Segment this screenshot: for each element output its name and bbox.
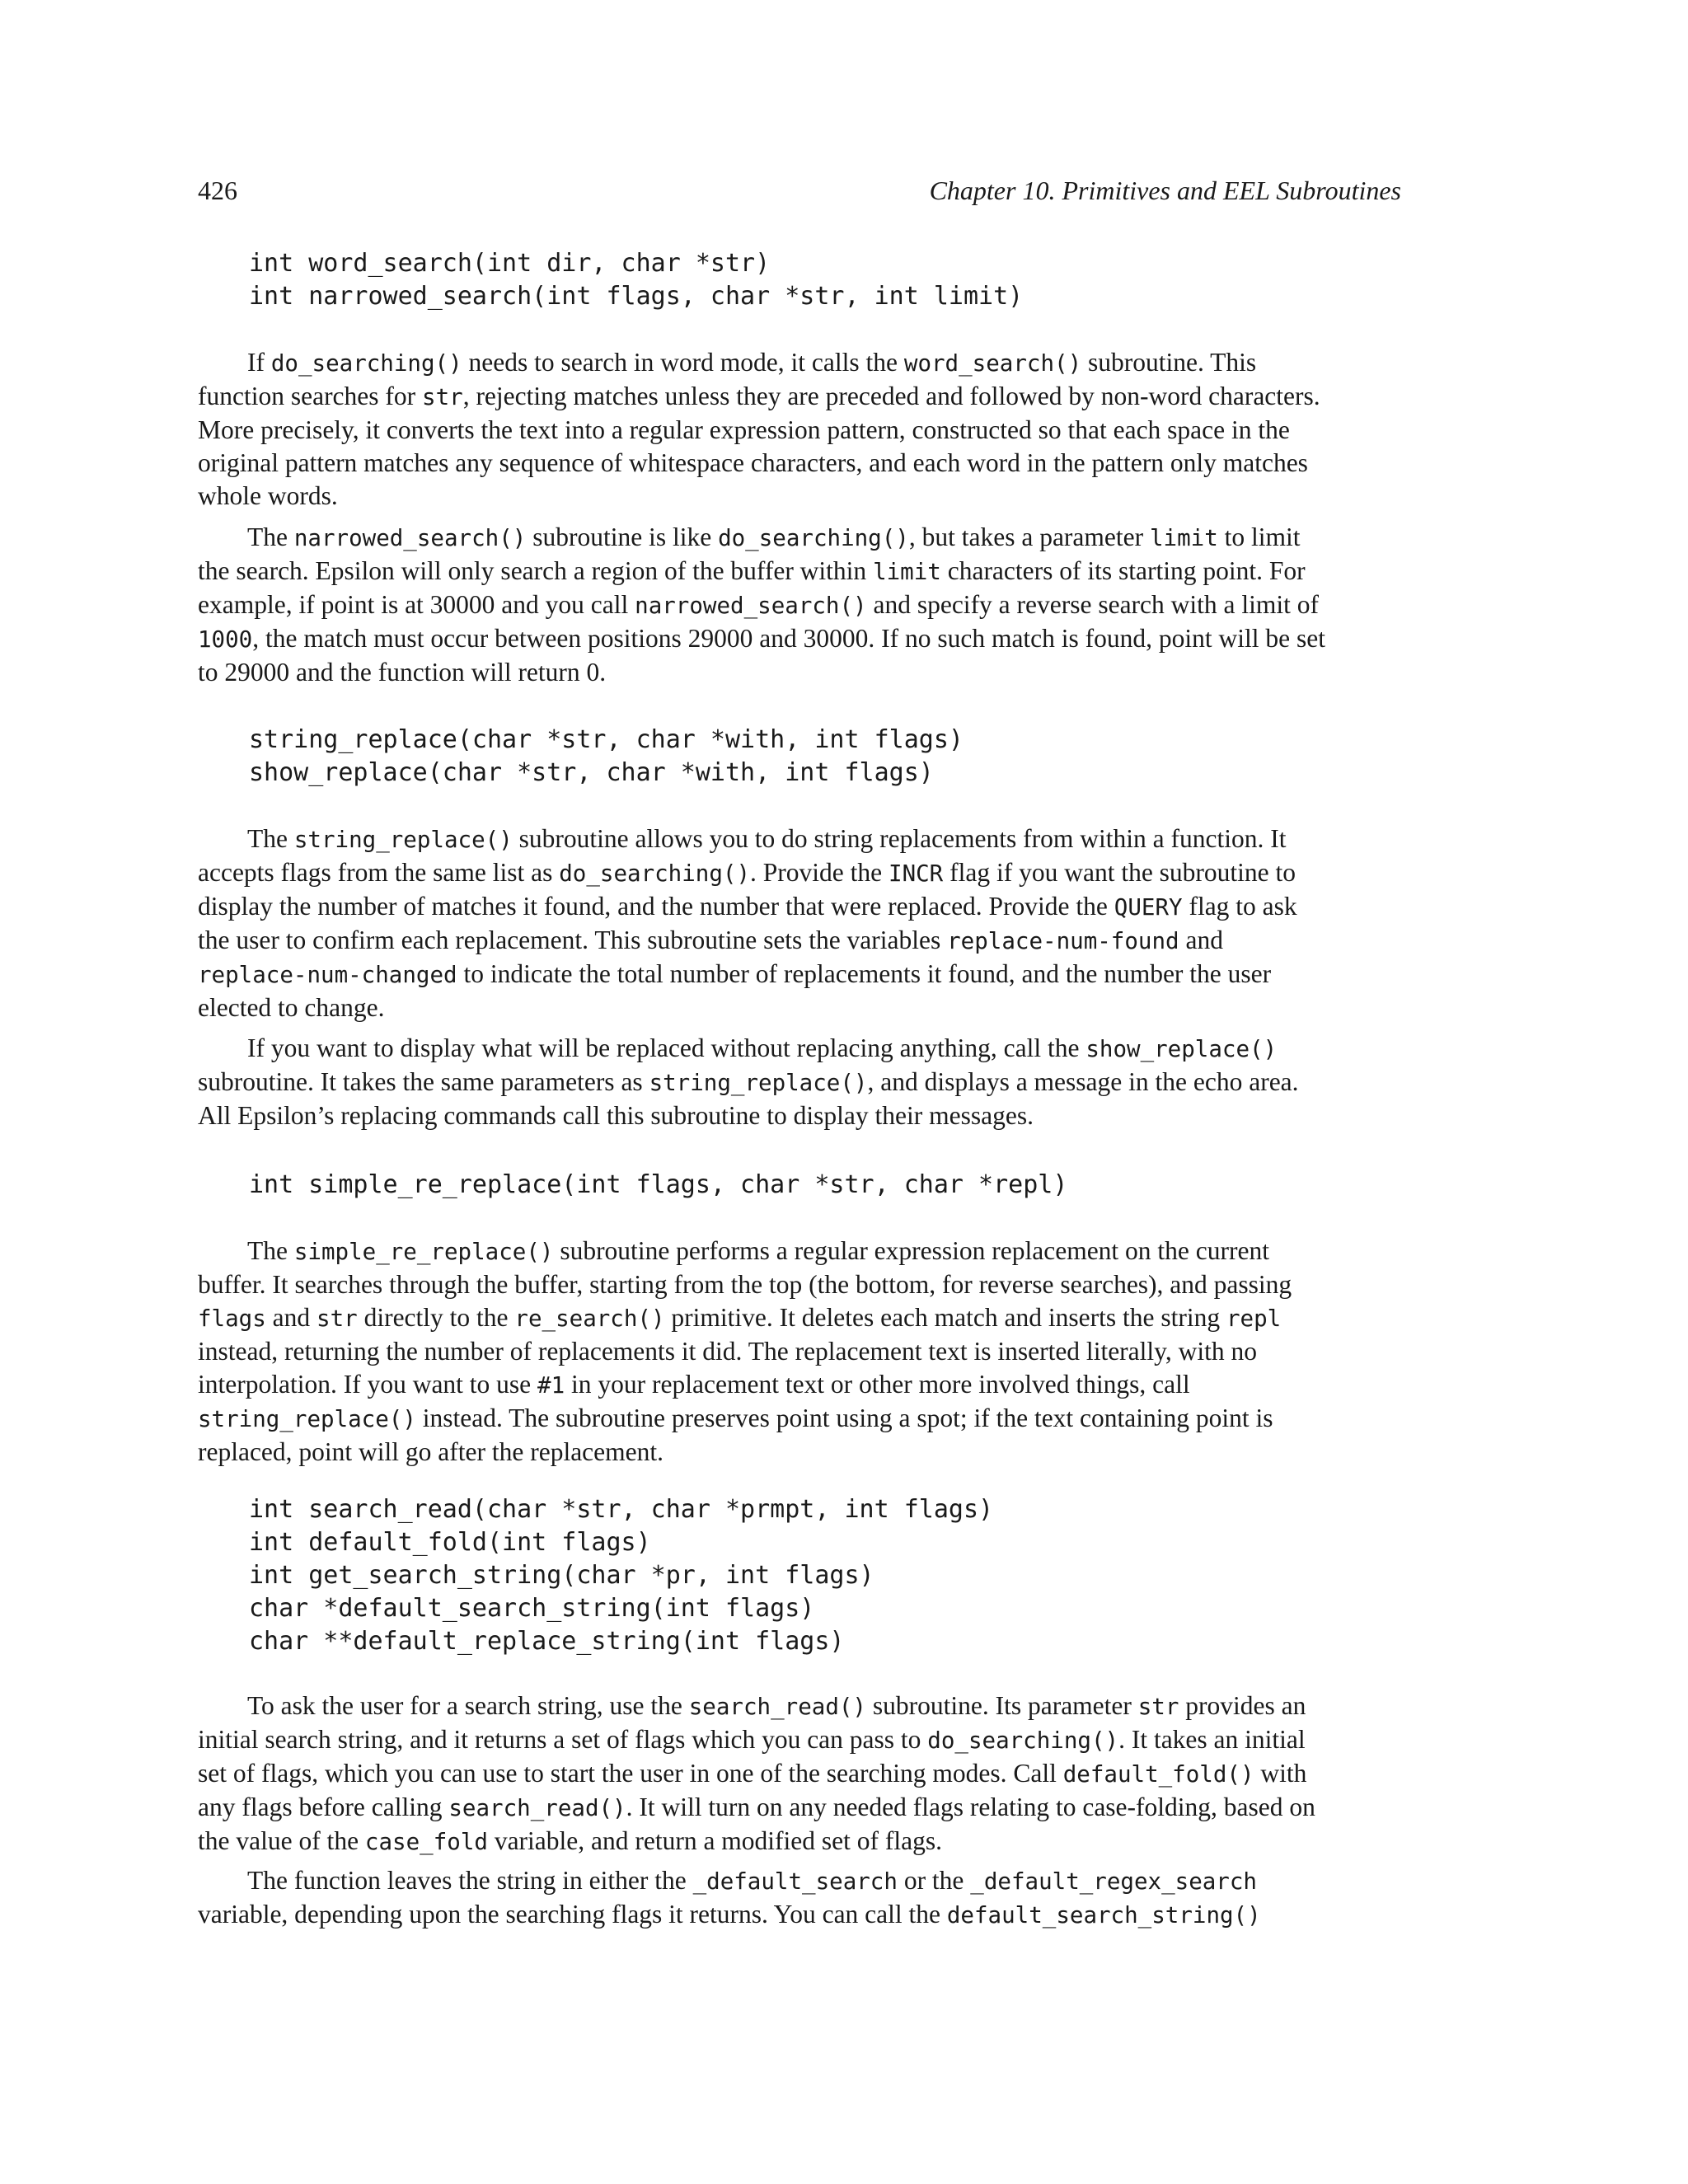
inline-code: _default_regex_search xyxy=(970,1868,1257,1895)
text-line xyxy=(198,1368,1401,1402)
inline-code: limit xyxy=(1149,525,1218,551)
page-number: 426 xyxy=(198,176,237,205)
text-line xyxy=(198,588,1401,622)
text-line xyxy=(198,1032,1401,1066)
text-run: instead. The subroutine preserves point using a spot; if the text containing point is xyxy=(415,1404,1273,1432)
inline-code: str xyxy=(316,1305,358,1332)
text-run: or the xyxy=(897,1866,971,1895)
text-run: If you want to display what will be replaced without replacing anything, call the xyxy=(247,1033,1086,1062)
text-run: characters of its starting point. For xyxy=(940,556,1306,585)
text-run: to indicate the total number of replacements it found, and the number the user xyxy=(457,959,1272,988)
inline-code: string_replace() xyxy=(649,1070,868,1096)
code-block-string-replace xyxy=(249,724,964,790)
inline-code: _default_search xyxy=(692,1868,898,1895)
text-line xyxy=(198,1825,1401,1858)
text-run: subroutine. Its parameter xyxy=(865,1691,1138,1720)
text-line xyxy=(198,555,1401,588)
inline-code: INCR xyxy=(889,860,944,887)
page-header xyxy=(198,171,1401,209)
text-line xyxy=(198,380,1401,414)
text-line xyxy=(198,480,1401,513)
inline-code: string_replace() xyxy=(198,1406,416,1432)
inline-code: default_search_string() xyxy=(946,1902,1261,1929)
code-line: int word_search(int dir, char *str) xyxy=(249,249,771,278)
paragraph-string-replace xyxy=(198,823,1401,1024)
text-run: to limit xyxy=(1217,523,1301,551)
text-run: All Epsilon’s replacing commands call this subroutine to display their messages. xyxy=(198,1101,1034,1130)
text-line xyxy=(198,521,1401,555)
inline-code: str xyxy=(422,384,463,410)
text-run: any flags before calling xyxy=(198,1793,449,1821)
text-run: The xyxy=(247,523,294,551)
text-run: example, if point is at 30000 and you call xyxy=(198,590,635,619)
inline-code: do_searching() xyxy=(559,860,751,887)
code-line: int search_read(char *str, char *prmpt, int flags) xyxy=(249,1495,994,1524)
text-run: More precisely, it converts the text into a regular expression pattern, constructed so that each space in the xyxy=(198,415,1290,444)
text-run: with xyxy=(1254,1759,1307,1788)
text-run: accepts flags from the same list as xyxy=(198,858,560,887)
inline-code: re_search() xyxy=(514,1305,665,1332)
text-run: to 29000 and the function will return 0. xyxy=(198,658,607,687)
text-run: needs to search in word mode, it calls the xyxy=(462,348,904,377)
inline-code: do_searching() xyxy=(718,525,909,551)
inline-code: str xyxy=(1137,1694,1179,1720)
inline-code: #1 xyxy=(537,1372,565,1399)
text-line xyxy=(198,622,1401,656)
inline-code: simple_re_replace() xyxy=(293,1239,554,1265)
text-line xyxy=(198,924,1401,958)
text-run: display the number of matches it found, and the number that were replaced. Provide the xyxy=(198,892,1114,921)
code-block-search-read xyxy=(249,1493,993,1658)
paragraph-show-replace xyxy=(198,1032,1401,1132)
text-line xyxy=(198,1301,1401,1335)
text-line xyxy=(198,1791,1401,1825)
inline-code: search_read() xyxy=(688,1694,866,1720)
paragraph-word-search xyxy=(198,346,1401,513)
inline-code: do_searching() xyxy=(927,1727,1119,1754)
code-line: string_replace(char *str, char *with, int flags) xyxy=(249,725,964,754)
text-run: If xyxy=(247,348,271,377)
text-run: provides an xyxy=(1179,1691,1306,1720)
text-run: variable, depending upon the searching flags it returns. You can call the xyxy=(198,1900,947,1929)
text-run: replaced, point will go after the replacement. xyxy=(198,1437,664,1466)
text-run: . It will turn on any needed flags relating to case-folding, based on xyxy=(626,1793,1315,1821)
paragraph-narrowed-search xyxy=(198,521,1401,689)
text-line xyxy=(198,890,1401,924)
text-run: set of flags, which you can use to start the user in one of the searching modes. Call xyxy=(198,1759,1063,1788)
text-line xyxy=(198,1864,1401,1898)
running-title: Chapter 10. Primitives and EEL Subroutines xyxy=(929,176,1401,205)
text-run: the search. Epsilon will only search a region of the buffer within xyxy=(198,556,874,585)
text-line xyxy=(198,1757,1401,1791)
text-run: , but takes a parameter xyxy=(908,523,1150,551)
text-line xyxy=(198,1066,1401,1099)
inline-code: case_fold xyxy=(364,1829,488,1855)
inline-code: QUERY xyxy=(1114,894,1183,921)
text-run: subroutine. It takes the same parameters as xyxy=(198,1067,649,1096)
text-run: instead, returning the number of replacements it did. The replacement text is inserted literally, with no xyxy=(198,1337,1257,1366)
text-run: whole words. xyxy=(198,481,338,510)
inline-code: do_searching() xyxy=(270,350,462,377)
inline-code: default_fold() xyxy=(1062,1761,1254,1788)
text-run: flag to ask xyxy=(1182,892,1297,921)
text-run: . It takes an initial xyxy=(1118,1725,1306,1754)
text-run: the value of the xyxy=(198,1826,365,1855)
text-run: and xyxy=(265,1303,317,1332)
text-run: , and displays a message in the echo area. xyxy=(867,1067,1299,1096)
text-run: original pattern matches any sequence of whitespace characters, and each word in the pattern only matches xyxy=(198,448,1308,477)
text-line xyxy=(198,1235,1401,1268)
text-run: subroutine performs a regular expression replacement on the current xyxy=(553,1236,1269,1265)
text-run: buffer. It searches through the buffer, starting from the top (the bottom, for reverse searches), and passing xyxy=(198,1270,1292,1299)
paragraph-simple-re-replace xyxy=(198,1235,1401,1469)
code-block-simple-re-replace xyxy=(249,1169,1067,1202)
text-line xyxy=(198,1898,1401,1932)
text-line xyxy=(198,1690,1401,1723)
code-line: show_replace(char *str, char *with, int flags) xyxy=(249,758,934,787)
text-run: initial search string, and it returns a set of flags which you can pass to xyxy=(198,1725,928,1754)
text-line xyxy=(198,447,1401,480)
inline-code: repl xyxy=(1226,1305,1282,1332)
code-block-word-search xyxy=(249,247,1023,313)
inline-code: show_replace() xyxy=(1085,1036,1278,1062)
text-line xyxy=(198,346,1401,380)
inline-code: word_search() xyxy=(903,350,1082,377)
code-line: char *default_search_string(int flags) xyxy=(249,1594,815,1623)
inline-code: limit xyxy=(873,559,941,585)
text-line xyxy=(198,823,1401,856)
text-run: primitive. It deletes each match and inserts the string xyxy=(664,1303,1226,1332)
text-line xyxy=(198,991,1401,1024)
text-run: and xyxy=(1179,926,1223,954)
text-run: flag if you want the subroutine to xyxy=(943,858,1296,887)
text-line xyxy=(198,1099,1401,1132)
inline-code: replace-num-changed xyxy=(198,962,457,988)
paragraph-default-search xyxy=(198,1864,1401,1932)
text-run: function searches for xyxy=(198,382,423,410)
text-run: subroutine. This xyxy=(1081,348,1257,377)
text-line xyxy=(198,1402,1401,1436)
code-line: int narrowed_search(int flags, char *str, int limit) xyxy=(249,282,1024,311)
text-run: variable, and return a modified set of flags. xyxy=(487,1826,942,1855)
text-run: The xyxy=(247,1236,294,1265)
inline-code: search_read() xyxy=(448,1795,626,1821)
inline-code: 1000 xyxy=(198,626,253,653)
text-run: The xyxy=(247,824,294,853)
inline-code: replace-num-found xyxy=(947,928,1179,954)
text-run: directly to the xyxy=(357,1303,515,1332)
text-run: elected to change. xyxy=(198,993,385,1022)
text-run: in your replacement text or other more involved things, call xyxy=(565,1370,1190,1399)
text-line xyxy=(198,856,1401,890)
text-run: , the match must occur between positions 29000 and 30000. If no such match is found, point will be set xyxy=(252,624,1326,653)
text-line xyxy=(198,1436,1401,1469)
code-line: int simple_re_replace(int flags, char *str, char *repl) xyxy=(249,1170,1068,1199)
text-run: To ask the user for a search string, use the xyxy=(247,1691,689,1720)
code-line: int default_fold(int flags) xyxy=(249,1528,651,1557)
text-line xyxy=(198,656,1401,689)
text-run: the user to confirm each replacement. This subroutine sets the variables xyxy=(198,926,948,954)
text-line xyxy=(198,1268,1401,1301)
paragraph-search-read xyxy=(198,1690,1401,1858)
text-line xyxy=(198,414,1401,447)
inline-code: flags xyxy=(198,1305,266,1332)
inline-code: narrowed_search() xyxy=(635,593,867,619)
text-run: , rejecting matches unless they are preceded and followed by non-word characters. xyxy=(462,382,1320,410)
text-line xyxy=(198,1723,1401,1757)
text-run: interpolation. If you want to use xyxy=(198,1370,538,1399)
inline-code: narrowed_search() xyxy=(293,525,527,551)
text-run: . Provide the xyxy=(750,858,889,887)
text-run: subroutine is like xyxy=(526,523,719,551)
inline-code: string_replace() xyxy=(293,827,513,853)
text-line xyxy=(198,958,1401,991)
text-run: The function leaves the string in either the xyxy=(247,1866,693,1895)
code-line: int get_search_string(char *pr, int flags) xyxy=(249,1561,874,1590)
code-line: char **default_replace_string(int flags) xyxy=(249,1627,845,1656)
text-line xyxy=(198,1335,1401,1368)
text-run: subroutine allows you to do string replacements from within a function. It xyxy=(512,824,1287,853)
text-run: and specify a reverse search with a limit of xyxy=(866,590,1320,619)
